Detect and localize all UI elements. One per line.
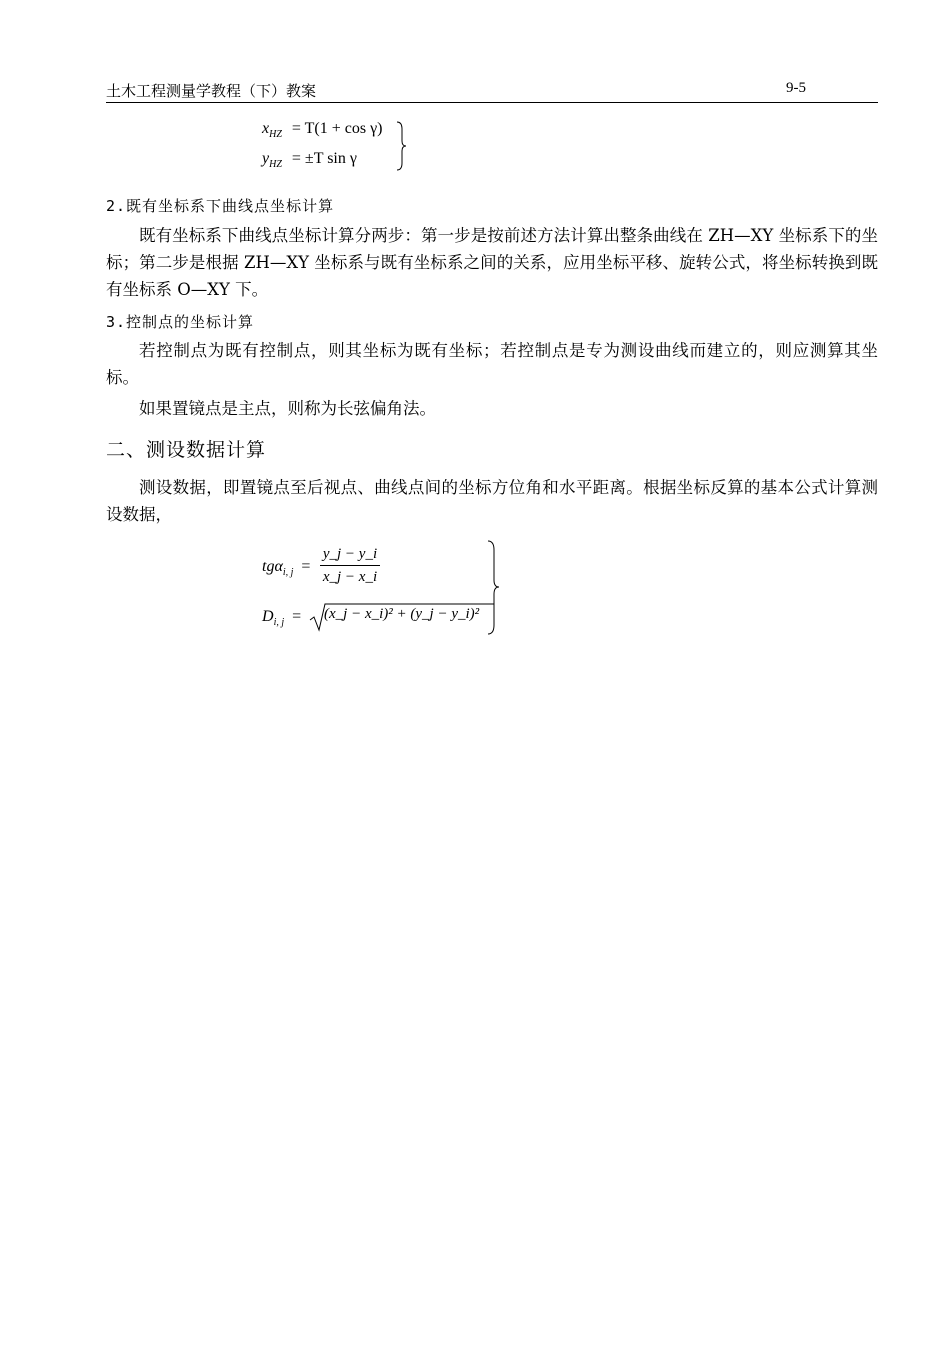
page-number: 9-5: [786, 80, 806, 96]
header-title: 土木工程测量学教程（下）教案: [106, 82, 317, 100]
page-header: [106, 78, 878, 103]
equation-y-hz: [262, 150, 357, 170]
section-heading-stakeout-data: 二、测设数据计算: [106, 439, 267, 461]
paragraph-long-chord: [106, 395, 878, 422]
eq-y-var: y: [262, 150, 270, 167]
paragraph-text: 若控制点为既有控制点，则其坐标为既有坐标；若控制点是专为测设曲线而建立的，则应测算其坐标。: [106, 341, 878, 387]
eq-x-var: x: [262, 120, 270, 137]
eq-x-sub: HZ: [269, 129, 282, 141]
paragraph-text: 测设数据，即置镜点至后视点、曲线点间的坐标方位角和水平距离。根据坐标反算的基本公式计算测设数据，: [106, 478, 878, 524]
equation-d-radicand: (x_j − x_i)² + (y_j − y_i)²: [324, 606, 480, 622]
section-heading-control-points: 3.控制点的坐标计算: [106, 313, 255, 331]
right-brace-icon: [396, 121, 406, 171]
fraction-denominator: x_j − x_i: [322, 569, 378, 585]
equation-x-hz: [262, 120, 383, 140]
paragraph-control-points: [106, 337, 878, 391]
eq-y-rhs: = ±T sin γ: [291, 150, 357, 167]
equation-tg-fraction: [320, 546, 380, 586]
equation-tg-lhs: [262, 558, 310, 578]
eq-d-sub: i, j: [273, 617, 285, 629]
paragraph-existing-coords: [106, 222, 878, 303]
equation-block-inverse: [262, 540, 502, 635]
eq-d-var: D: [262, 608, 274, 625]
eq-tg-var: tgα: [262, 558, 283, 575]
paragraph-text: 既有坐标系下曲线点坐标计算分两步：第一步是按前述方法计算出整条曲线在 ZH—XY 坐标系下的坐标；第二步是根据 ZH—XY 坐标系与既有坐标系之间的关系，应用坐标平移、旋转公式，将坐标转换到既有坐标系 O—XY 下。: [106, 226, 878, 299]
equation-d-lhs: [262, 608, 301, 628]
eq-x-rhs: = T(1 + cos γ): [291, 120, 383, 137]
eq-d-equals: =: [292, 608, 302, 625]
right-brace-icon: [486, 540, 500, 635]
eq-tg-equals: =: [301, 558, 311, 575]
fraction-numerator: y_j − y_i: [320, 546, 380, 566]
section-heading-existing-coords: 2.既有坐标系下曲线点坐标计算: [106, 197, 335, 215]
eq-tg-sub: i, j: [282, 567, 294, 579]
paragraph-text: 如果置镜点是主点，则称为长弦偏角法。: [139, 399, 436, 418]
eq-y-sub: HZ: [269, 159, 282, 171]
paragraph-stakeout-data: [106, 474, 878, 528]
